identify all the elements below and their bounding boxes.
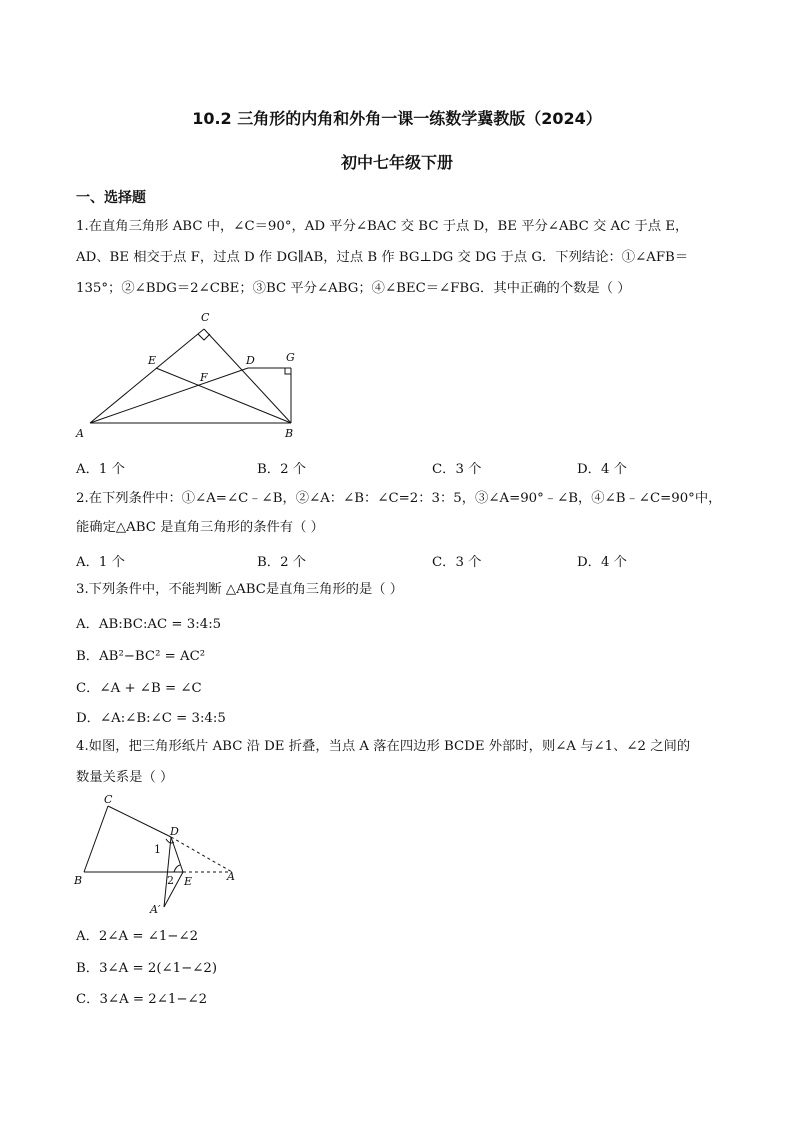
q4-label-angle-1: 1 [154, 843, 161, 856]
q1-label-f: F [200, 371, 208, 384]
q1-figure [70, 306, 310, 446]
q3-option-c[interactable]: C．∠A + ∠B = ∠C [76, 681, 202, 696]
q1-right-angle-g [285, 368, 291, 374]
section-heading: 一、选择题 [76, 190, 146, 206]
q1-option-c[interactable]: C．3 个 [432, 462, 482, 477]
q1-line2: AD、BE 相交于点 F，过点 D 作 DG∥AB，过点 B 作 BG⊥DG 交 DG 于点 G．下列结论：①∠AFB＝ [76, 250, 689, 265]
q4-figure [70, 795, 245, 913]
q3-option-b[interactable]: B．AB²−BC² = AC² [76, 649, 206, 664]
q4-option-b[interactable]: B．3∠A = 2(∠1−∠2) [76, 961, 218, 976]
q1-label-e: E [148, 354, 157, 367]
q1-label-c: C [201, 311, 210, 324]
q4-option-c[interactable]: C．3∠A = 2∠1−∠2 [76, 992, 208, 1007]
q1-line3: 135°；②∠BDG＝2∠CBE；③BC 平分∠ABG；④∠BEC＝∠FBG．其中正确的个数是（ ） [76, 281, 631, 296]
q4-line2: 数量关系是（ ） [76, 770, 174, 785]
q2-line2: 能确定△ABC 是直角三角形的条件有（ ） [76, 520, 324, 535]
q3-line1: 3.下列条件中，不能判断 △ABC是直角三角形的是（ ） [76, 582, 404, 597]
q3-option-a[interactable]: A．AB:BC:AC = 3:4:5 [76, 617, 222, 632]
q1-label-a: A [76, 427, 84, 440]
q1-option-b[interactable]: B．2 个 [257, 462, 307, 477]
q3-option-d[interactable]: D．∠A:∠B:∠C = 3:4:5 [76, 711, 226, 726]
q1-right-angle-c [198, 334, 210, 340]
q1-label-b: B [285, 427, 294, 440]
q1-line1: 1.在直角三角形 ABC 中，∠C＝90°，AD 平分∠BAC 交 BC 于点 D，BE 平分∠ABC 交 AC 于点 E， [76, 219, 689, 234]
q4-label-a-prime: A′ [150, 903, 161, 913]
q1-seg-ac [90, 329, 204, 423]
q4-label-e: E [184, 875, 193, 888]
q2-option-b[interactable]: B．2 个 [257, 555, 307, 570]
q4-seg-cd [108, 806, 171, 837]
q1-label-g: G [286, 351, 295, 364]
q4-label-angle-2: 2 [167, 874, 174, 887]
q4-label-d: D [170, 825, 179, 838]
q4-label-b: B [74, 874, 83, 887]
q1-label-d: D [246, 354, 255, 367]
q4-label-a: A [227, 870, 235, 883]
q1-option-d[interactable]: D．4 个 [577, 462, 627, 477]
page-subtitle: 初中七年级下册 [340, 153, 453, 172]
q4-seg-cb [84, 806, 108, 872]
q2-option-d[interactable]: D．4 个 [577, 555, 627, 570]
page-title: 10.2 三角形的内角和外角一课一练数学冀教版（2024） [192, 109, 602, 128]
q4-label-c: C [104, 795, 113, 806]
q1-option-a[interactable]: A．1 个 [76, 462, 125, 477]
q4-option-a[interactable]: A．2∠A = ∠1−∠2 [76, 929, 199, 944]
q2-option-a[interactable]: A．1 个 [76, 555, 125, 570]
q4-seg-da-dashed [171, 837, 232, 872]
q1-seg-cb [204, 329, 291, 423]
q2-line1: 2.在下列条件中：①∠A=∠C﹣∠B，②∠A：∠B：∠C=2：3：5，③∠A=90°﹣∠B，④∠B﹣∠C=90°中， [76, 491, 722, 506]
q2-option-c[interactable]: C．3 个 [432, 555, 482, 570]
q4-line1: 4.如图，把三角形纸片 ABC 沿 DE 折叠，当点 A 落在四边形 BCDE 外部时，则∠A 与∠1、∠2 之间的 [76, 739, 691, 754]
q4-angle-2-arc [174, 865, 180, 872]
